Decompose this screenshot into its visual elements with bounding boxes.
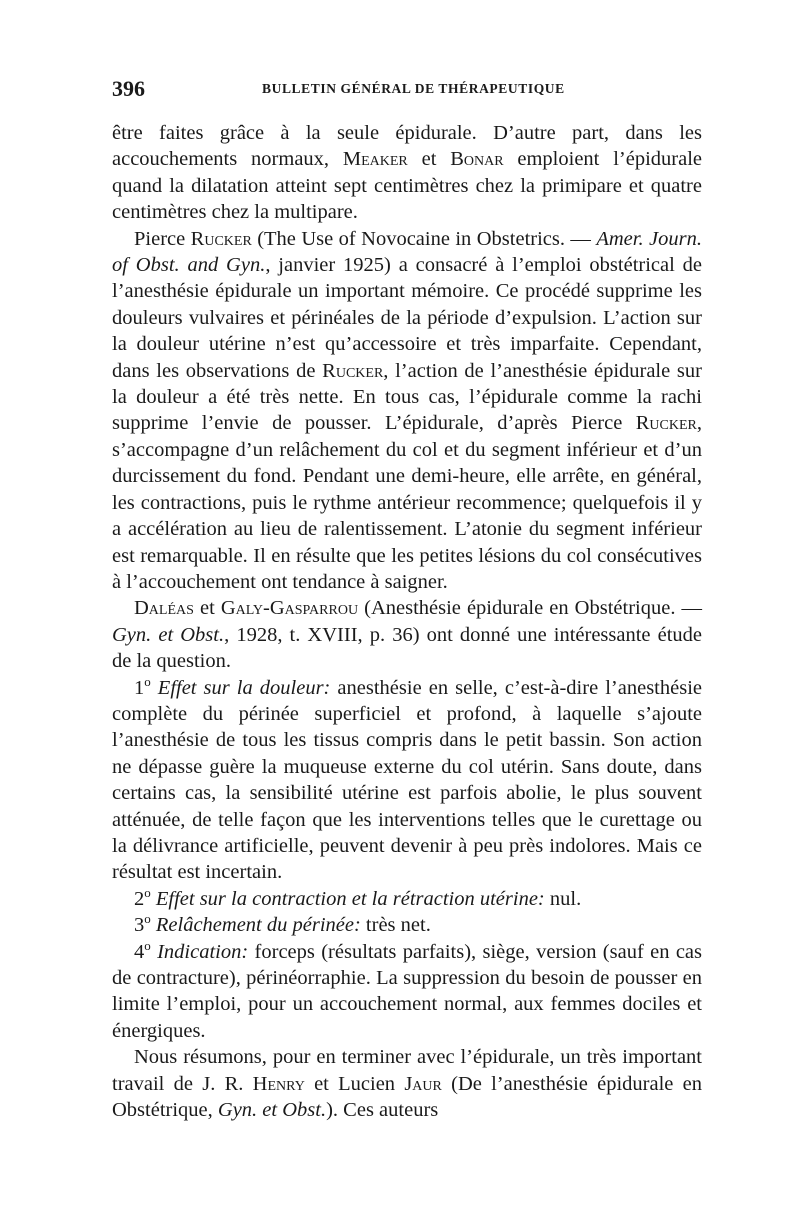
page-header bbox=[112, 76, 702, 106]
running-head: BULLETIN GÉNÉRAL DE THÉRAPEUTIQUE bbox=[262, 81, 565, 96]
author-rucker: Rucker bbox=[190, 227, 252, 250]
paragraph-henry-jaur: Nous résumons, pour en terminer avec l’épidurale, un très important travail de J. R. Henry et Lucien Jaur (De l’anesthésie épidurale en Obstétrique, Gyn. et Obst.). Ces auteurs bbox=[112, 1046, 703, 1122]
author-rucker: Rucker bbox=[322, 359, 384, 382]
journal-citation: Gyn. et Obst. bbox=[112, 623, 225, 646]
paragraph-indication: 4$^o$ Indication: forceps (résultats parfaits), siège, version (sauf en cas de contracture), périnéorraphie. La suppression du besoin de pousser en limite l’emploi, pour un accouchement normal, aux femmes dociles et énergiques. bbox=[112, 937, 703, 1042]
author-bonar: Bonar bbox=[450, 148, 504, 171]
author-galy-gasparrou: Galy-Gasparrou bbox=[220, 597, 359, 620]
paragraph-daleas: Daléas et Galy-Gasparrou (Anesthésie épidurale en Obstétrique. — Gyn. et Obst., 1928, t. XVIII, p. 36) ont donné une intéressante étude de la question. bbox=[112, 597, 703, 673]
author-meaker: Meaker bbox=[342, 148, 408, 171]
journal-citation: Gyn. et Obst. bbox=[217, 1099, 327, 1122]
section-heading: Effet sur la contraction et la rétraction utérine: bbox=[150, 887, 545, 910]
author-daleas: Daléas bbox=[134, 597, 194, 620]
author-jaur: Jaur bbox=[404, 1072, 442, 1095]
paragraph-effet-douleur: 1$^o$ Effet sur la douleur: anesthésie en selle, c’est-à-dire l’anesthésie complète du périnée superficiel et profond, à laquelle s’ajoute l’anesthésie de tous les tissus compris dans le petit bassin. Son action ne dépasse guère la muqueuse externe du col utérin. Sans doute, dans certains cas, la sensibilité utérine est parfois abolie, le plus souvent atténuée, de telle façon que les interventions telles que le curettage ou la délivrance artificielle, peuvent devenir à peu près indolores. Mais ce résultat est incertain. bbox=[112, 673, 702, 884]
journal-citation: Amer. Journ. of Obst. and Gyn. bbox=[112, 227, 702, 277]
paragraph-rucker: Pierce Rucker (The Use of Novocaine in Obstetrics. — Amer. Journ. of Obst. and Gyn., janvier 1925) a consacré à l’emploi obstétrical de l’anesthésie épidurale un important mémoire. Ce procédé supprime les douleurs vulvaires et périnéales de la période d’expulsion. L’action sur la douleur utérine n’est qu’accessoire et très imparfaite. Cependant, dans les observations de Rucker, l’action de l’anesthésie épidurale sur la douleur a été très nette. En tous cas, l’épidurale comme la rachi supprime l’envie de pousser. L’épidurale, d’après Pierce Rucker, s’accompagne d’un relâchement du col et du segment inférieur et d’un durcissement du fond. Pendant une demi-heure, elle arrête, en général, les contractions, puis le rythme antérieur recommence; quelquefois il y a accélération au lieu de ralentissement. L’atonie du segment inférieur est remarquable. Il en résulte que les petites lésions du col consécutives à l’accouchement ont tendance à saigner. bbox=[112, 227, 702, 593]
page-number: 396 bbox=[112, 76, 145, 101]
author-henry: Henry bbox=[252, 1072, 305, 1095]
section-heading: Effet sur la douleur: bbox=[150, 676, 331, 699]
body-text bbox=[112, 120, 702, 1123]
paragraph-effet-contraction: 2$^o$ Effet sur la contraction et la rétraction utérine: nul. bbox=[134, 884, 582, 910]
author-rucker: Rucker bbox=[635, 412, 697, 435]
section-heading: Relâchement du périnée: bbox=[150, 914, 361, 937]
section-heading: Indication: bbox=[150, 940, 249, 963]
paragraph-relachement: 3$^o$ Relâchement du périnée: très net. bbox=[134, 911, 431, 937]
paragraph-epidurale-timing: être faites grâce à la seule épidurale. D’autre part, dans les accouchements normaux, Meaker et Bonar emploient l’épidurale quand la dilatation atteint sept centimètres chez la primipare et quatre centimètres chez la multipare. bbox=[112, 122, 702, 224]
